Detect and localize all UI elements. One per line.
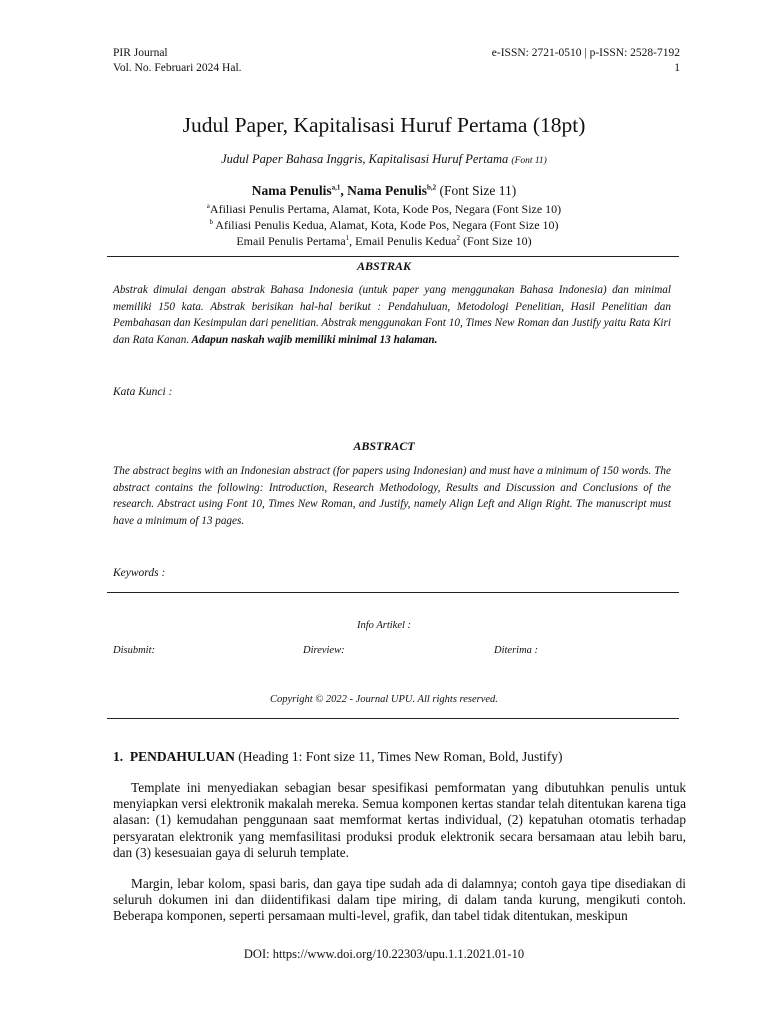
divider [107, 718, 679, 719]
paper-title: Judul Paper, Kapitalisasi Huruf Pertama (18pt) [182, 113, 586, 137]
section-heading-pendahuluan: 1. PENDAHULUAN (Heading 1: Font size 11, Times New Roman, Bold, Justify) [113, 749, 563, 764]
paragraph-2: Margin, lebar kolom, spasi baris, dan gaya tipe sudah ada di dalamnya; contoh gaya tipe disediakan di seluruh dokumen ini dan diidentifikasi dalam tipe miring, di dalam tanda kurung, mengikuti contoh. Beberapa komponen, seperti persamaan multi-level, grafik, dan tabel tidak ditentukan, meskipun [113, 876, 686, 924]
abstrak-text: Abstrak dimulai dengan abstrak Bahasa Indonesia (untuk paper yang menggunakan Bahasa Indonesia) dan minimal memiliki 150 kata. Abstrak berisikan hal-hal berikut : Pendahuluan, Metodologi Penelitian, Hasil Penelitian dan Pembahasan dan Kesimpulan dari penelitian. Abstrak menggunakan Font 10, Times New Roman dan Justify yaitu Rata Kiri dan Rata Kanan. Adapun naskah wajib memiliki minimal 13 halaman. [113, 284, 671, 346]
divider [107, 592, 679, 593]
affiliation-1: $^a$Afiliasi Penulis Pertama, Alamat, Kota, Kode Pos, Negara (Font Size 10) [206, 202, 562, 216]
author-1: Nama Penulis$^{a,1}$ [251, 183, 341, 198]
abstract-text: The abstract begins with an Indonesian abstract (for papers using Indonesian) and must have a minimum of 150 words. The abstract contains the following: Introduction, Research Methodology, Results and Discussion and Conclusions of the research. Abstract using Font 10, Times New Roman, and Justify, namely Align Left and Align Right. The manuscript must have a minimum of 13 pages. [113, 465, 671, 527]
kata-kunci-label: Kata Kunci : [113, 386, 173, 398]
abstrak-heading: ABSTRAK [356, 259, 412, 273]
author-line: Nama Penulis$^{a,1}$, Nama Penulis$^{b,2}$ (Font Size 11) [251, 183, 517, 198]
divider [107, 256, 679, 257]
submitted-label: Disubmit: [113, 645, 155, 656]
running-header [113, 46, 680, 76]
subtitle-text: Judul Paper Bahasa Inggris, Kapitalisasi Huruf Pertama [221, 152, 509, 166]
volume-info: Vol. No. Februari 2024 Hal. [113, 62, 242, 74]
keywords-label: Keywords : [113, 567, 166, 579]
author-2: Nama Penulis$^{b,2}$ [347, 183, 437, 198]
journal-name: PIR Journal [113, 47, 168, 59]
info-artikel-heading: Info Artikel : [356, 620, 412, 631]
subtitle-note: (Font 11) [511, 156, 547, 166]
copyright: Copyright © 2022 - Journal UPU. All rights reserved. [270, 694, 498, 705]
author-emails: Email Penulis Pertama$^1$, Email Penulis Kedua$^2$ (Font Size 10) [236, 234, 532, 248]
abstrak-bold-note: Adapun naskah wajib memiliki minimal 13 halaman. [189, 333, 438, 346]
accepted-label: Diterima : [494, 645, 539, 656]
issn: e-ISSN: 2721-0510 | p-ISSN: 2528-7192 [491, 47, 680, 59]
affiliation-2: $^b$ Afiliasi Penulis Kedua, Alamat, Kota, Kode Pos, Negara (Font Size 10) [209, 218, 559, 232]
doi-footer: DOI: https://www.doi.org/10.22303/upu.1.1.2021.01-10 [243, 947, 525, 961]
author-note: (Font Size 11) [436, 183, 517, 198]
page-number: 1 [674, 62, 680, 74]
paper-subtitle [0, 152, 768, 167]
abstract-heading: ABSTRACT [353, 439, 415, 453]
paragraph-1: Template ini menyediakan sebagian besar spesifikasi pemformatan yang dibutuhkan penulis untuk menyiapkan versi elektronik makalah mereka. Semua komponen kertas standar telah ditentukan karena tiga alasan: (1) kemudahan penggunaan saat memformat kertas individual, (2) kepatuhan otomatis terhadap persyaratan elektronik yang memfasilitasi produksi produk elektronik secara bersamaan atau lebih baru, dan (3) kesesuaian gaya di seluruh template. [113, 780, 686, 860]
reviewed-label: Direview: [303, 645, 345, 656]
